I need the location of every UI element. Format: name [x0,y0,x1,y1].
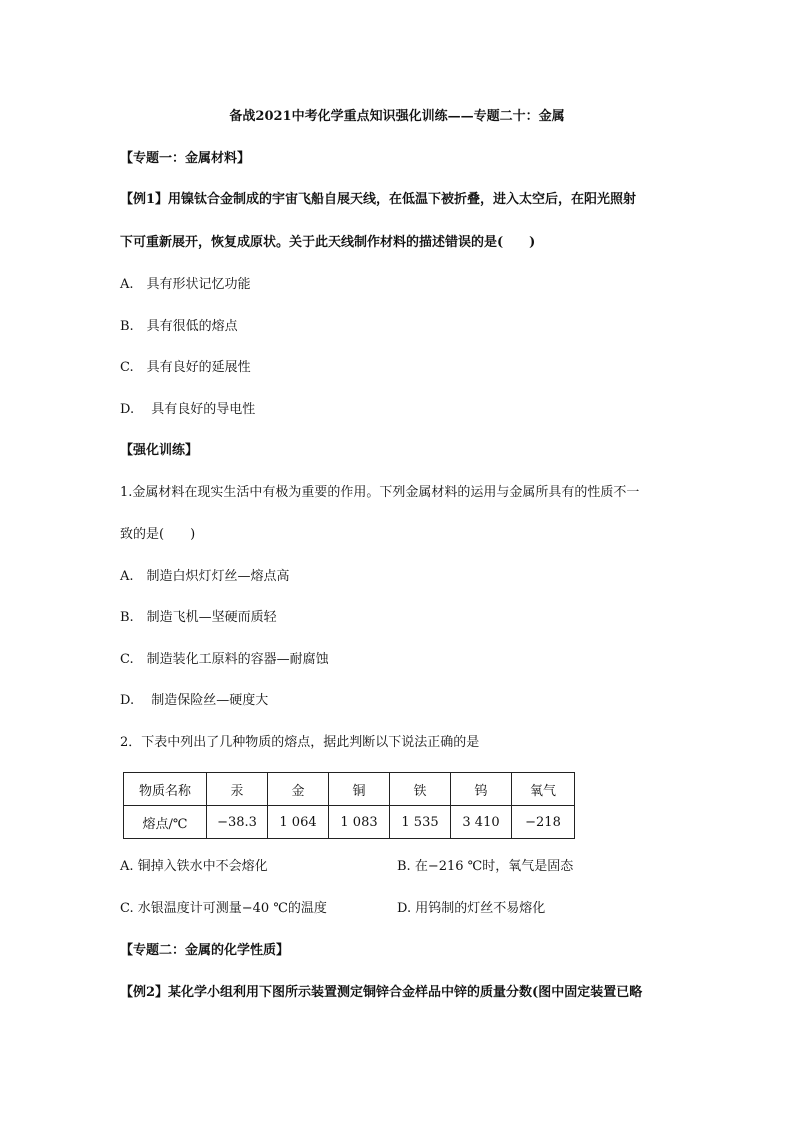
question-2-option-b: B. 在−216 ℃时，氧气是固态 [397,859,574,874]
table-cell-header-name: 物质名称 [124,773,207,806]
table-cell-melting-point: 1 535 [390,806,451,839]
table-cell-substance: 金 [268,773,329,806]
table-cell-substance: 铜 [329,773,390,806]
table-cell-substance: 汞 [207,773,268,806]
table-cell-substance: 氧气 [512,773,575,806]
example-1-option-c: C. 具有良好的延展性 [120,360,251,375]
document-title: 备战2021中考化学重点知识强化训练——专题二十：金属 [229,109,565,124]
table-cell-melting-point: 3 410 [451,806,512,839]
example-1-line-1: 【例1】用镍钛合金制成的宇宙飞船自展天线，在低温下被折叠，进入太空后，在阳光照射 [120,192,637,207]
question-1-line-1: 1.金属材料在现实生活中有极为重要的作用。下列金属材料的运用与金属所具有的性质不一 [120,485,640,500]
training-heading: 【强化训练】 [120,443,199,458]
example-2-line-1: 【例2】某化学小组利用下图所示装置测定铜锌合金样品中锌的质量分数(图中固定装置已略 [120,985,643,1000]
question-1-line-2: 致的是( ) [120,527,196,542]
question-2-option-a: A. 铜掉入铁水中不会熔化 [120,859,268,874]
question-2-option-c: C. 水银温度计可测量−40 ℃的温度 [120,901,327,916]
table-cell-melting-point: 1 064 [268,806,329,839]
table-cell-header-mp: 熔点/℃ [124,806,207,839]
table-cell-melting-point: −38.3 [207,806,268,839]
table-cell-melting-point: −218 [512,806,575,839]
example-1-option-d: D. 具有良好的导电性 [120,402,256,417]
melting-point-table [123,772,575,839]
table-cell-substance: 钨 [451,773,512,806]
question-1-option-c: C. 制造装化工原料的容器—耐腐蚀 [120,652,329,667]
table-cell-melting-point: 1 083 [329,806,390,839]
question-1-option-d: D. 制造保险丝—硬度大 [120,693,269,708]
question-2-option-d: D. 用钨制的灯丝不易熔化 [397,901,546,916]
section-heading-1: 【专题一：金属材料】 [120,151,251,166]
example-1-line-2: 下可重新展开，恢复成原状。关于此天线制作材料的描述错误的是( ) [120,235,536,250]
table-row [124,773,575,806]
question-2-stem: 2．下表中列出了几种物质的熔点，据此判断以下说法正确的是 [120,735,480,750]
example-1-option-a: A. 具有形状记忆功能 [120,277,251,292]
table-cell-substance: 铁 [390,773,451,806]
question-1-option-a: A. 制造白炽灯灯丝—熔点高 [120,569,290,584]
section-heading-2: 【专题二：金属的化学性质】 [120,943,290,958]
example-1-option-b: B. 具有很低的熔点 [120,319,238,334]
question-1-option-b: B. 制造飞机—坚硬而质轻 [120,610,277,625]
table-row [124,806,575,839]
